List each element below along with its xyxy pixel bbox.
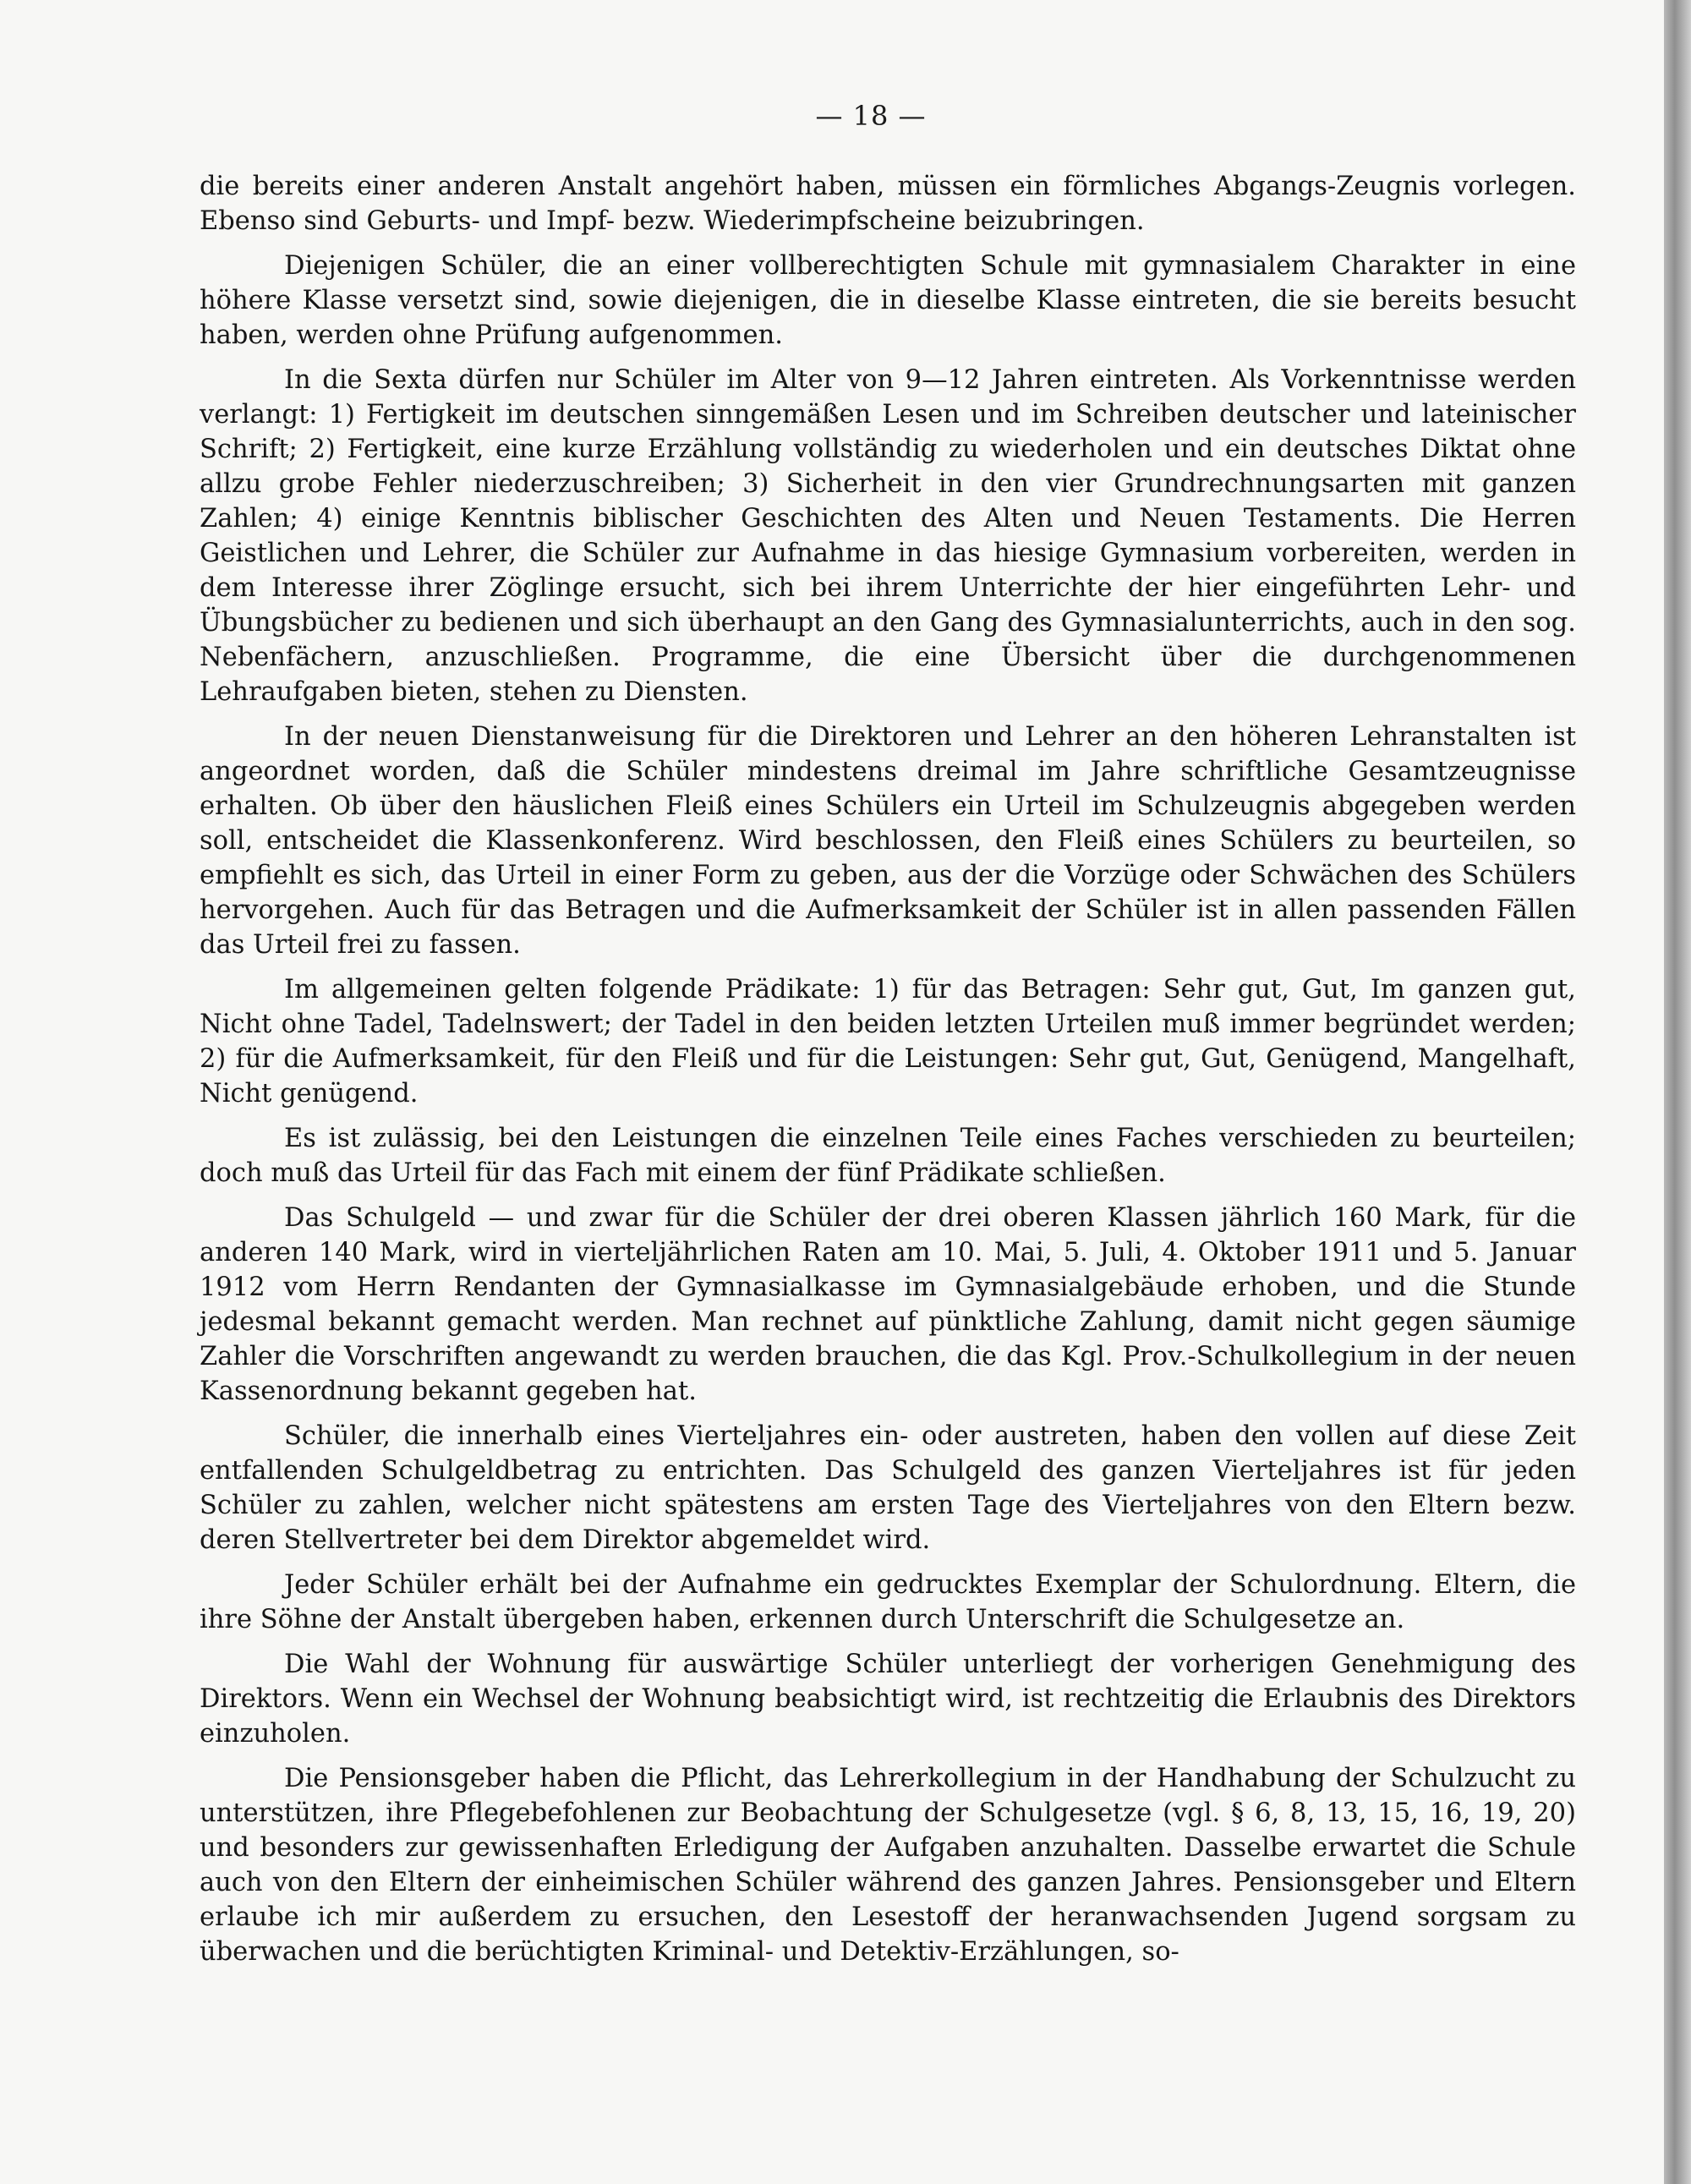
page-text-body [200,169,1576,1978]
paragraph-report-cards: In der neuen Dienstanweisung für die Direktoren und Lehrer an den höheren Lehranstalten ist angeordnet worden, daß die Schüler mindestens dreimal im Jahre schriftliche Gesamtzeugnisse erhalten. Ob über den häuslichen Fleiß eines Schülers ein Urteil im Schulzeugnis abgegeben werden soll, entscheidet die Klassenkonferenz. Wird beschlossen, den Fleiß eines Schülers zu beurteilen, so empfiehlt es sich, das Urteil in einer Form zu geben, aus der die Vorzüge oder Schwächen des Schülers hervorgehen. Auch für das Betragen und die Aufmerksamkeit der Schüler ist in allen passenden Fällen das Urteil frei zu fassen. [200,722,1576,960]
paragraph-boarding-hosts: Die Pensionsgeber haben die Pflicht, das Lehrerkollegium in der Handhabung der Schulzucht zu unterstützen, ihre Pflegebefohlenen zur Beobachtung der Schulgesetze (vgl. § 6, 8, 13, 15, 16, 19, 20) und besonders zur gewissenhaften Erledigung der Aufgaben anzuhalten. Dasselbe erwartet die Schule auch von den Eltern der einheimischen Schüler während des ganzen Jahres. Pensionsgeber und Eltern erlaube ich mir außerdem zu ersuchen, den Lesestoff der heranwachsenden Jugend sorgsam zu überwachen und die berüchtigten Kriminal- und Detektiv-Erzählungen, so- [200,1764,1576,1967]
paragraph-admission-without-exam: Diejenigen Schüler, die an einer vollberechtigten Schule mit gymnasialem Charakter in eine höhere Klasse versetzt sind, sowie diejenigen, die in dieselbe Klasse eintreten, die sie bereits besucht haben, werden ohne Prüfung aufgenommen. [200,251,1576,350]
paragraph-lodging-approval: Die Wahl der Wohnung für auswärtige Schüler unterliegt der vorherigen Genehmigung des Direktors. Wenn ein Wechsel der Wohnung beabsichtigt wird, ist rechtzeitig die Erlaubnis des Direktors einzuholen. [200,1650,1576,1749]
paragraph-quarterly-fees: Schüler, die innerhalb eines Vierteljahres ein- oder austreten, haben den vollen auf diese Zeit entfallenden Schulgeldbetrag zu entrichten. Das Schulgeld des ganzen Vierteljahres ist für jeden Schüler zu zahlen, welcher nicht spätestens am ersten Tage des Vierteljahres von den Eltern bezw. deren Stellvertreter bei dem Direktor abgemeldet wird. [200,1421,1576,1555]
paragraph-grade-predicates: Im allgemeinen gelten folgende Prädikate: 1) für das Betragen: Sehr gut, Gut, Im ganzen gut, Nicht ohne Tadel, Tadelnswert; der Tadel in den beiden letzten Urteilen muß immer begründet werden; 2) für die Aufmerksamkeit, für den Fleiß und für die Leistungen: Sehr gut, Gut, Genügend, Mangelhaft, Nicht genügend. [200,975,1576,1108]
scan-page-edge [1664,0,1691,2184]
paragraph-sexta-requirements: In die Sexta dürfen nur Schüler im Alter von 9—12 Jahren eintreten. Als Vorkenntnisse werden verlangt: 1) Fertigkeit im deutschen sinngemäßen Lesen und im Schreiben deutscher und lateinischer Schrift; 2) Fertigkeit, eine kurze Erzählung vollständig zu wiederholen und ein deutsches Diktat ohne allzu grobe Fehler niederzuschreiben; 3) Sicherheit in den vier Grundrechnungsarten mit ganzen Zahlen; 4) einige Kenntnis biblischer Geschichten des Alten und Neuen Testaments. Die Herren Geistlichen und Lehrer, die Schüler zur Aufnahme in das hiesige Gymnasium vorbereiten, werden in dem Interesse ihrer Zöglinge ersucht, sich bei ihrem Unterrichte der hier eingeführten Lehr- und Übungsbücher zu bedienen und sich überhaupt an den Gang des Gymnasialunterrichts, auch in den sog. Nebenfächern, anzuschließen. Programme, die eine Übersicht über die durchgenommenen Lehraufgaben bieten, stehen zu Diensten. [200,365,1576,707]
paragraph-school-rules: Jeder Schüler erhält bei der Aufnahme ein gedrucktes Exemplar der Schulordnung. Eltern, die ihre Söhne der Anstalt übergeben haben, erkennen durch Unterschrift die Schulgesetze an. [200,1570,1576,1634]
page-number: — 18 — [815,100,927,132]
paragraph-admission-documents: die bereits einer anderen Anstalt angehört haben, müssen ein förmliches Abgangs-Zeugnis vorlegen. Ebenso sind Geburts- und Impf- bezw. Wiederimpfscheine beizubringen. [200,172,1576,236]
paragraph-school-fees: Das Schulgeld — und zwar für die Schüler der drei oberen Klassen jährlich 160 Mark, für die anderen 140 Mark, wird in vierteljährlichen Raten am 10. Mai, 5. Juli, 4. Oktober 1911 und 5. Januar 1912 vom Herrn Rendanten der Gymnasialkasse im Gymnasialgebäude erhoben, und die Stunde jedesmal bekannt gemacht werden. Man rechnet auf pünktliche Zahlung, damit nicht gegen säumige Zahler die Vorschriften angewandt zu werden brauchen, die das Kgl. Prov.-Schulkollegium in der neuen Kassenordnung bekannt gegeben hat. [200,1203,1576,1406]
paragraph-subject-grading: Es ist zulässig, bei den Leistungen die einzelnen Teile eines Faches verschieden zu beurteilen; doch muß das Urteil für das Fach mit einem der fünf Prädikate schließen. [200,1124,1576,1188]
